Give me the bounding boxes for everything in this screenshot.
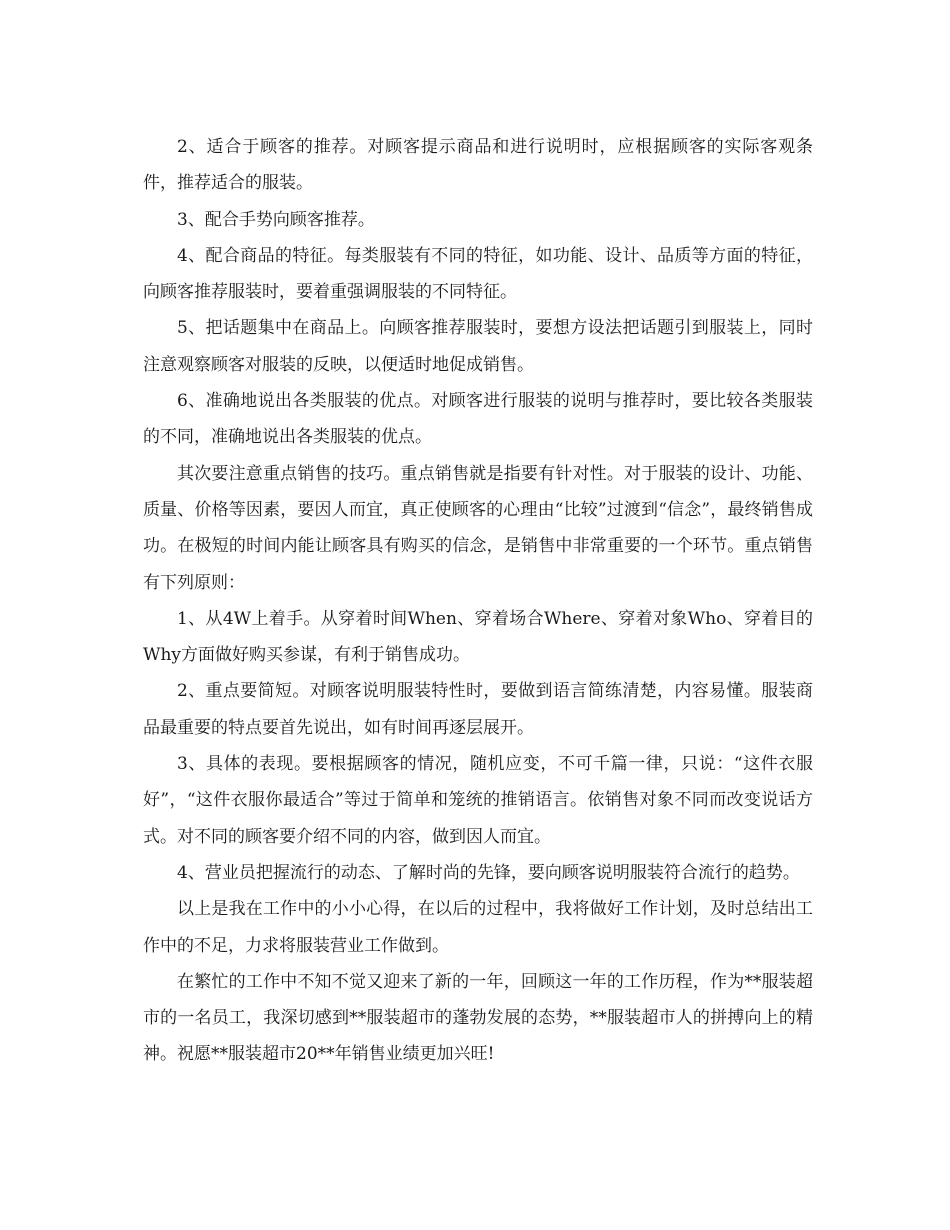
paragraph-summary: 以上是我在工作中的小小心得，在以后的过程中，我将做好工作计划，及时总结出工作中的不足，力求将服装营业工作做到。 (143, 899, 813, 956)
paragraph-key-selling: 其次要注意重点销售的技巧。重点销售就是指要有针对性。对于服装的设计、功能、质量、价格等因素，要因人而宜，真正使顾客的心理由“比较”过渡到“信念”，最终销售成功。在极短的时间内能让顾客具有购买的信念，是销售中非常重要的一个环节。重点销售有下列原则： (143, 463, 813, 593)
paragraph-recommend-suitable: 2、适合于顾客的推荐。对顾客提示商品和进行说明时，应根据顾客的实际客观条件，推荐适合的服装。 (143, 137, 813, 194)
paragraph-4w: 1、从4W上着手。从穿着时间When、穿着场合Where、穿着对象Who、穿着目的Why方面做好购买参谋，有利于销售成功。 (143, 608, 813, 666)
paragraph-focus-topic: 5、把话题集中在商品上。向顾客推荐服装时，要想方设法把话题引到服装上，同时注意观察顾客对服装的反映，以便适时地促成销售。 (143, 318, 813, 375)
paragraph-trend: 4、营业员把握流行的动态、了解时尚的先锋，要向顾客说明服装符合流行的趋势。 (177, 862, 800, 883)
paragraph-specific: 3、具体的表现。要根据顾客的情况，随机应变，不可千篇一律，只说：“这件衣服好”，“这件衣服你最适合”等过于简单和笼统的推销语言。依销售对象不同而改变说话方式。对不同的顾客要介绍不同的内容，做到因人而宜。 (143, 754, 813, 847)
paragraph-closing: 在繁忙的工作中不知不觉又迎来了新的一年，回顾这一年的工作历程，作为**服装超市的一名员工，我深切感到**服装超市的蓬勃发展的态势，**服装超市人的拼搏向上的精神。祝愿**服装超市20**年销售业绩更加兴旺! (143, 971, 813, 1065)
paragraph-brief: 2、重点要简短。对顾客说明服装特性时，要做到语言简练清楚，内容易懂。服装商品最重要的特点要首先说出，如有时间再逐层展开。 (143, 681, 813, 738)
paragraph-product-features: 4、配合商品的特征。每类服装有不同的特征，如功能、设计、品质等方面的特征，向顾客推荐服装时，要着重强调服装的不同特征。 (143, 245, 813, 303)
paragraph-advantages: 6、准确地说出各类服装的优点。对顾客进行服装的说明与推荐时，要比较各类服装的不同，准确地说出各类服装的优点。 (143, 391, 813, 448)
paragraph-gesture: 3、配合手势向顾客推荐。 (177, 209, 375, 230)
document-body (143, 129, 813, 1073)
